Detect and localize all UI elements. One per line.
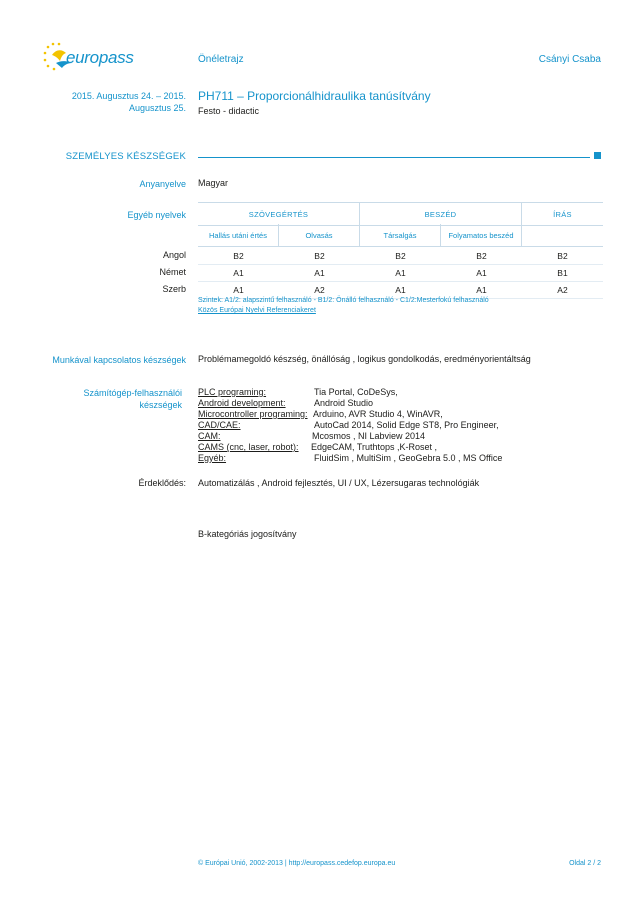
logo-text: europass [66, 48, 134, 67]
language-level-legend: Szintek: A1/2: alapszintű felhasználó - B1/2: Önálló felhasználó - C1/2:Mesterfokú felhasználó [198, 297, 489, 304]
language-name-szerb: Szerb [162, 284, 186, 294]
level-cell: A1 [395, 285, 406, 295]
header-writing: ÍRÁS [553, 209, 572, 219]
interests-label: Érdeklődés: [138, 478, 186, 488]
level-cell: A1 [395, 268, 406, 278]
education-title: PH711 – Proporcionálhidraulika tanúsítvány [198, 89, 431, 103]
level-cell: A1 [476, 285, 487, 295]
computer-skill-key: CAM: [198, 431, 221, 441]
level-cell: A1 [233, 268, 244, 278]
work-skills-value: Problémamegoldó készség, önállóság , logikus gondolkodás, eredményorientáltság [198, 354, 531, 364]
language-name-angol: Angol [162, 250, 186, 260]
computer-skills-label: Számítógép-felhasználói készségek [83, 388, 182, 410]
computer-skill-key: Microcontroller programing: [198, 409, 308, 419]
education-organization: Festo - didactic [198, 106, 260, 116]
computer-skill-value: Android Studio [314, 398, 374, 408]
header-listening: Hallás utáni értés [198, 224, 279, 246]
level-cell: B2 [557, 251, 568, 261]
level-cell: A1 [476, 268, 487, 278]
other-languages-label: Egyéb nyelvek [127, 210, 186, 220]
driving-license: B-kategóriás jogosítvány [198, 529, 297, 539]
computer-skill-value: Tia Portal, CoDeSys, [314, 387, 398, 397]
language-table-sub-header [198, 224, 603, 247]
computer-skill-value: EdgeCAM, Truthtops ,K-Roset , [311, 442, 438, 452]
level-cell: B2 [395, 251, 406, 261]
level-cell: B2 [233, 251, 244, 261]
mother-tongue-label: Anyanyelve [139, 179, 186, 189]
footer-copyright: © Európai Unió, 2002-2013 | http://europass.cedefop.europa.eu [198, 860, 396, 867]
level-cell: B1 [557, 268, 568, 278]
level-cell: A2 [557, 285, 568, 295]
level-cell: A1 [233, 285, 244, 295]
document-type: Önéletrajz [198, 54, 244, 65]
header-understanding: SZÖVEGÉRTÉS [198, 203, 360, 225]
section-marker [594, 152, 601, 159]
interests-value: Automatizálás , Android fejlesztés, UI / UX, Lézersugaras technológiák [198, 478, 480, 488]
computer-skill-key: CAD/CAE: [198, 420, 241, 430]
level-cell: A2 [314, 285, 325, 295]
header-speaking: BESZÉD [360, 203, 522, 225]
language-row-angol [198, 248, 603, 265]
work-skills-label: Munkával kapcsolatos készségek [52, 355, 186, 365]
computer-skill-key: Egyéb: [198, 453, 227, 463]
computer-skill-value: Arduino, AVR Studio 4, WinAVR, [313, 409, 443, 419]
mother-tongue-value: Magyar [198, 178, 229, 188]
section-divider [198, 157, 590, 158]
computer-skill-value: Mcosmos , NI Labview 2014 [312, 431, 426, 441]
computer-skill-key: PLC programing: [198, 387, 267, 397]
computer-skill-value: AutoCad 2014, Solid Edge ST8, Pro Engineer, [314, 420, 499, 430]
computer-skill-key: CAMS (cnc, laser, robot): [198, 442, 299, 452]
language-name-nemet: Német [159, 267, 186, 277]
language-row-nemet [198, 265, 603, 282]
level-cell: B2 [476, 251, 487, 261]
language-table-group-header [198, 202, 603, 226]
header-writing-empty [522, 224, 603, 246]
computer-skill-key: Android development: [198, 398, 286, 408]
cefr-link[interactable]: Közös Európai Nyelvi Referenciakeret [198, 307, 316, 314]
header-production: Folyamatos beszéd [441, 224, 522, 246]
education-date-range: 2015. Augusztus 24. – 2015. Augusztus 25. [71, 91, 186, 113]
header-interaction: Társalgás [360, 224, 441, 246]
section-title: SZEMÉLYES KÉSZSÉGEK [65, 151, 186, 162]
person-name: Csányi Csaba [538, 54, 601, 65]
level-cell: A1 [314, 268, 325, 278]
computer-skill-value: FluidSim , MultiSim , GeoGebra 5.0 , MS Office [314, 453, 503, 463]
footer-page-number: Oldal 2 / 2 [569, 860, 601, 867]
header-reading: Olvasás [279, 224, 360, 246]
level-cell: B2 [314, 251, 325, 261]
